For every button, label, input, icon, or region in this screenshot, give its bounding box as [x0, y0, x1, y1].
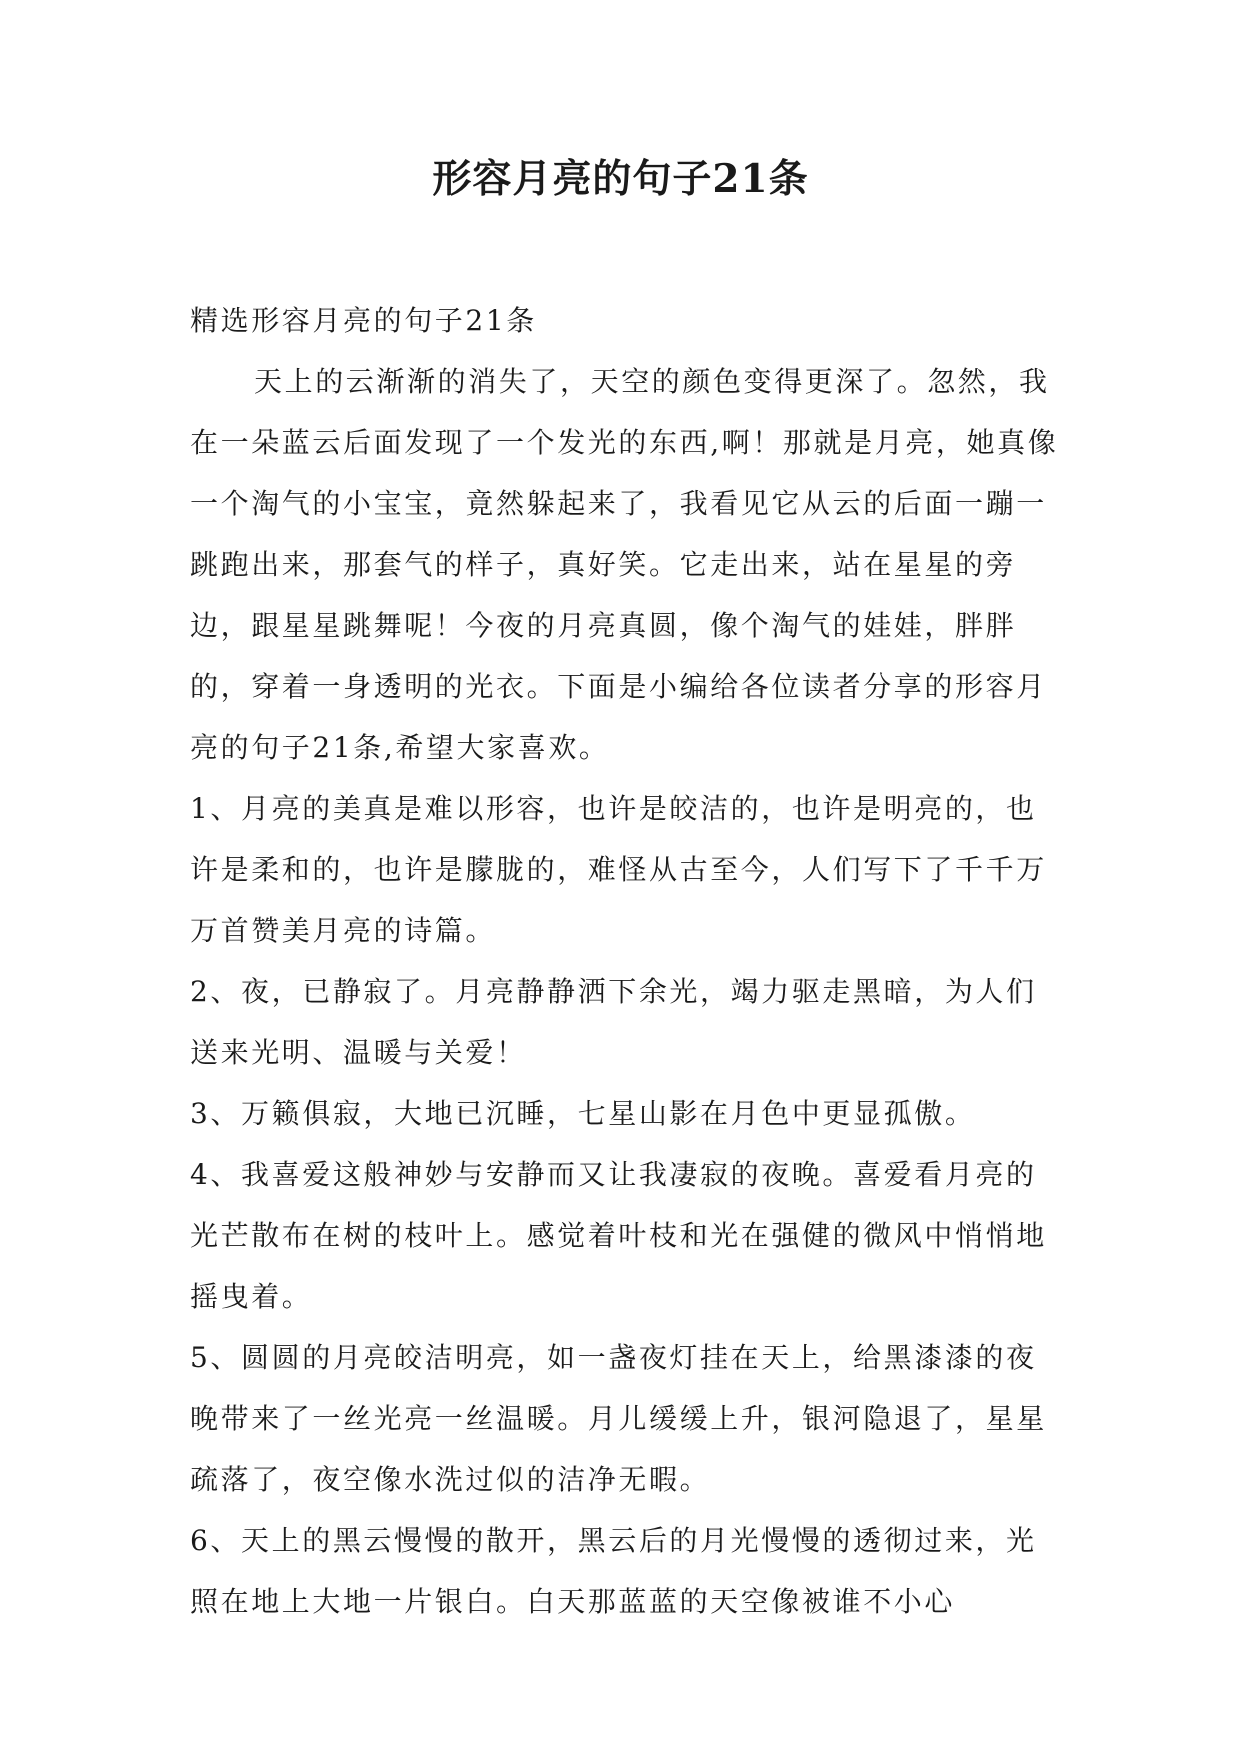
document-title: 形容月亮的句子21条 [432, 156, 809, 202]
list-item-4: 4、我喜爱这般神妙与安静而又让我凄寂的夜晚。喜爱看月亮的光芒散布在树的枝叶上。感觉着叶枝和光在强健的微风中悄悄地摇曳着。 [190, 1158, 1047, 1313]
list-item-1: 1、月亮的美真是难以形容，也许是皎洁的，也许是明亮的，也许是柔和的，也许是朦胧的，难怪从古至今，人们写下了千千万万首赞美月亮的诗篇。 [190, 792, 1047, 947]
intro-paragraph: 天上的云渐渐的消失了，天空的颜色变得更深了。忽然，我在一朵蓝云后面发现了一个发光的东西,啊！那就是月亮，她真像一个淘气的小宝宝，竟然躲起来了，我看见它从云的后面一蹦一跳跑出来，那套气的样子，真好笑。它走出来，站在星星的旁边，跟星星跳舞呢！今夜的月亮真圆，像个淘气的娃娃，胖胖的，穿着一身透明的光衣。下面是小编给各位读者分享的形容月亮的句子21条,希望大家喜欢。 [190, 365, 1059, 764]
document-subtitle: 精选形容月亮的句子21条 [190, 304, 537, 337]
list-item-5: 5、圆圆的月亮皎洁明亮，如一盏夜灯挂在天上，给黑漆漆的夜晚带来了一丝光亮一丝温暖。月儿缓缓上升，银河隐退了，星星疏落了，夜空像水洗过似的洁净无暇。 [190, 1341, 1047, 1496]
document-body [190, 290, 1060, 1632]
list-item-2: 2、夜，已静寂了。月亮静静洒下余光，竭力驱走黑暗，为人们送来光明、温暖与关爱！ [190, 975, 1037, 1069]
list-item-6: 6、天上的黑云慢慢的散开，黑云后的月光慢慢的透彻过来，光照在地上大地一片银白。白天那蓝蓝的天空像被谁不小心 [190, 1524, 1037, 1618]
list-item-3: 3、万籁俱寂，大地已沉睡，七星山影在月色中更显孤傲。 [190, 1097, 976, 1130]
